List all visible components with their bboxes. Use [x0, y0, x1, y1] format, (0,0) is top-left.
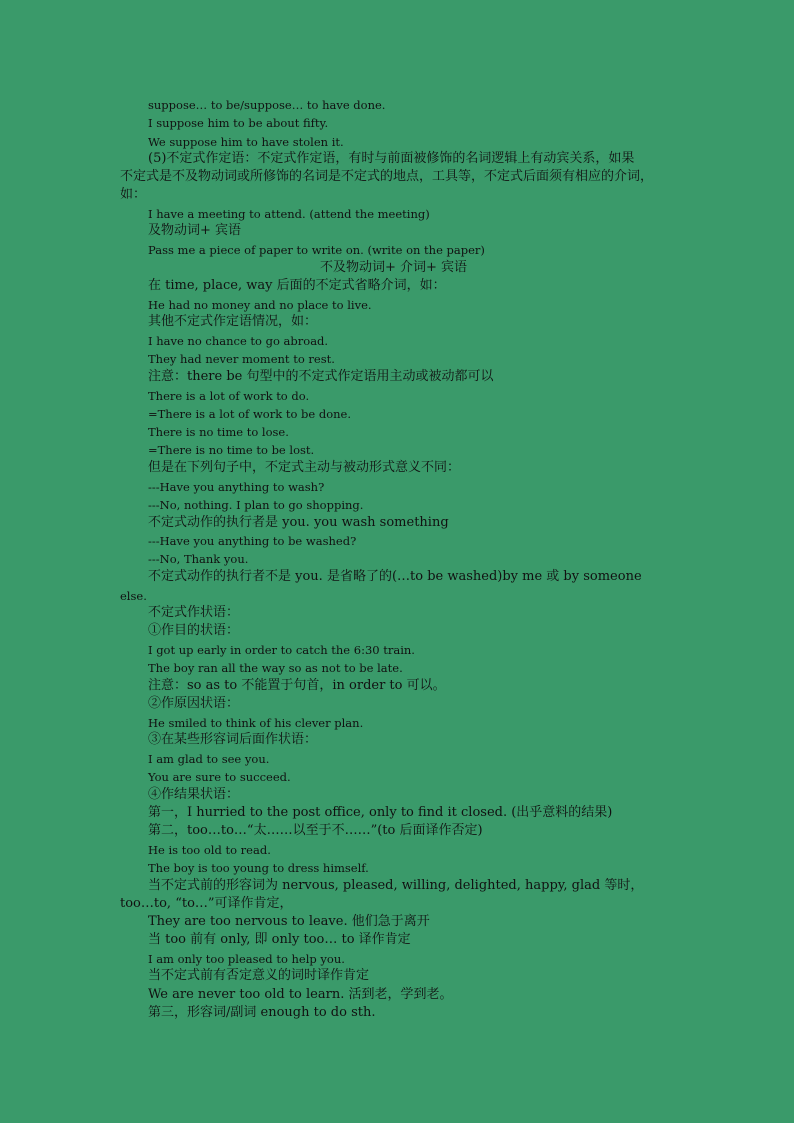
text-line: 当不定式前有否定意义的词时译作肯定 [148, 968, 370, 983]
text-line: ---No, Thank you. [148, 552, 249, 566]
text-line: The boy is too young to dress himself. [148, 861, 369, 875]
text-line: You are sure to succeed. [148, 770, 291, 784]
text-line: suppose… to be/suppose… to have done. [148, 98, 386, 112]
text-line: 但是在下列句子中，不定式主动与被动形式意义不同： [148, 460, 461, 475]
text-line: =There is a lot of work to be done. [148, 407, 352, 421]
text-line: too…to, “to…”可译作肯定， [120, 896, 293, 911]
text-line: ---No, nothing. I plan to go shopping. [148, 498, 364, 512]
text-line: There is a lot of work to do. [148, 389, 310, 403]
text-line: =There is no time to be lost. [148, 443, 315, 457]
text-line: They are too nervous to leave. 他们急于离开 [148, 914, 430, 929]
text-line: I got up early in order to catch the 6:30 train. [148, 643, 415, 657]
text-line: 及物动词+ 宾语 [148, 223, 242, 238]
text-line: He smiled to think of his clever plan. [148, 716, 364, 730]
text-line: 其他不定式作定语情况，如： [148, 314, 318, 329]
text-line: 第一，I hurried to the post office, only to find it closed. (出乎意料的结果) [148, 805, 613, 820]
text-line: 不定式作状语： [148, 605, 240, 620]
text-line: 不定式动作的执行者不是 you. 是省略了的(…to be washed)by me 或 by someone [148, 569, 642, 584]
text-line: 不定式动作的执行者是 you. you wash something [148, 515, 449, 530]
text-line: else. [120, 589, 147, 603]
text-line: 注意：there be 句型中的不定式作定语用主动或被动都可以 [148, 369, 494, 384]
text-line: We suppose him to have stolen it. [148, 135, 344, 149]
text-line: 当不定式前的形容词为 nervous, pleased, willing, delighted, happy, glad 等时， [148, 878, 644, 893]
text-line: 在 time, place, way 后面的不定式省略介词，如： [148, 278, 446, 293]
text-line: I have a meeting to attend. (attend the meeting) [148, 207, 430, 221]
text-line: 如： [120, 187, 147, 202]
text-line: I am only too pleased to help you. [148, 952, 345, 966]
text-line: They had never moment to rest. [148, 352, 335, 366]
text-line: The boy ran all the way so as not to be late. [148, 661, 403, 675]
text-line: He had no money and no place to live. [148, 298, 372, 312]
text-line: We are never too old to learn. 活到老，学到老。 [148, 987, 453, 1002]
text-line: (5)不定式作定语：不定式作定语，有时与前面被修饰的名词逻辑上有动宾关系，如果 [148, 151, 635, 166]
text-line: ③在某些形容词后面作状语： [148, 732, 318, 747]
text-line: I am glad to see you. [148, 752, 270, 766]
text-line: 第三，形容词/副词 enough to do sth. [148, 1005, 376, 1020]
text-line: ---Have you anything to wash? [148, 480, 325, 494]
text-line: 注意：so as to 不能置于句首，in order to 可以。 [148, 678, 446, 693]
text-line: ①作目的状语： [148, 623, 240, 638]
text-line: There is no time to lose. [148, 425, 289, 439]
text-line: Pass me a piece of paper to write on. (write on the paper) [148, 243, 485, 257]
text-line: 不定式是不及物动词或所修饰的名词是不定式的地点，工具等，不定式后面须有相应的介词， [120, 169, 654, 184]
text-line: I have no chance to go abroad. [148, 334, 329, 348]
text-line: He is too old to read. [148, 843, 271, 857]
text-line: ②作原因状语： [148, 696, 240, 711]
text-line: ④作结果状语： [148, 787, 240, 802]
text-line: I suppose him to be about fifty. [148, 116, 329, 130]
text-line: 第二，too…to…“太……以至于不……”(to 后面译作否定) [148, 823, 483, 838]
text-line: ---Have you anything to be washed? [148, 534, 357, 548]
text-line: 当 too 前有 only, 即 only too… to 译作肯定 [148, 932, 411, 947]
text-line: 不及物动词+ 介词+ 宾语 [320, 260, 468, 275]
